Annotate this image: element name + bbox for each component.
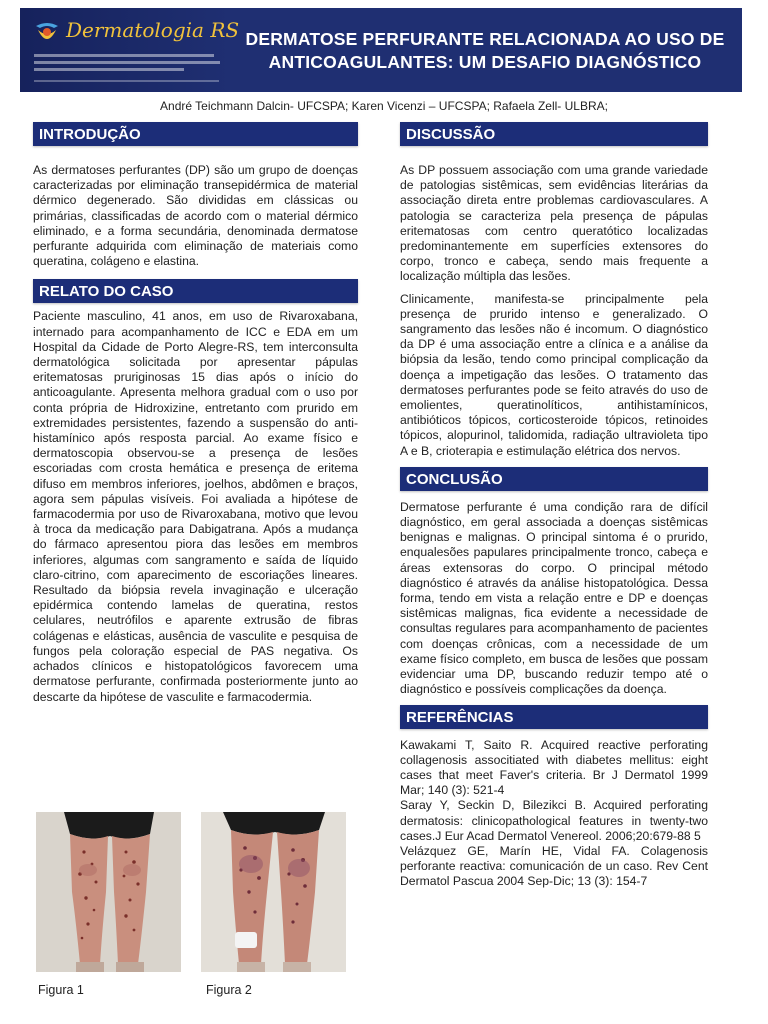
- figures-area: [33, 812, 348, 972]
- congress-logo: [20, 8, 240, 92]
- discussao-text-1: As DP possuem associação com uma grande variedade de patologias sistêmicas, sem evidências literárias da associação direta entre problemas cardiovasculares. A patologia se caracteriza pela presença de pápulas eritematosas com centro queratótico localizadas predominantemente em superfícies extensores do corpo, tronco e cabeça, sendo mais frequente a localização múltipla das lesões.: [400, 163, 708, 284]
- legs-photo-2: [201, 812, 346, 972]
- discussao-text-2: Clinicamente, manifesta-se principalmente pela presença de prurido intenso e generalizado. O sangramento das lesões não é incomum. O diagnóstico da DP é uma associação entre a clínica e a análise da biópsia da lesão, tendo como principal complicação da doença a impetigação das lesões. O tratamento das dermatoses perfurantes pode se feito através do uso de emolientes, queratinolíticos, antihistamínicos, antibióticos tópicos, corticosteroide tópicos, retinoides tópicos, alopurinol, talidomida, radiação ultravioleta tipo A e B, crioterapia e estimulação elétrica dos nervos.: [400, 291, 708, 458]
- reference-item: Saray Y, Seckin D, Bilezikci B. Acquired perforating dermatosis: clinicopathological features in twenty-two cases.J Eur Acad Dermatol Venereol. 2006;20:679-88 5: [400, 798, 708, 843]
- introducao-text: As dermatoses perfurantes (DP) são um grupo de doenças caracterizadas por eliminação transepidérmica de material dérmico degenerado. São divididas em clássicas ou primárias, classificadas de acordo com o material dérmico eliminado, e a forma secundária, denominada dermatose perfurante adquirida com eliminação de materiais como queratina, colágeno e elastina.: [33, 163, 358, 269]
- logo-subtitle-line: [34, 68, 184, 71]
- figure-2-image: [201, 812, 346, 972]
- logo-text: Dermatologia RS: [66, 18, 240, 42]
- logo-subtitle-line: [34, 54, 214, 57]
- figure-2-caption: Figura 2: [206, 983, 252, 997]
- section-heading-discussao: DISCUSSÃO: [400, 122, 708, 146]
- figure-1-caption: Figura 1: [38, 983, 84, 997]
- reference-item: Velázquez GE, Marín HE, Vidal FA. Colagenosis perforante reactiva: comunicación de un caso. Rev Cent Dermatol Pascua 2004 Sep-Dic; 13 (3): 154-7: [400, 843, 708, 889]
- congress-logo-icon: [32, 18, 62, 48]
- title-line-2: ANTICOAGULANTES: UM DESAFIO DIAGNÓSTICO: [268, 52, 702, 72]
- section-heading-relato: RELATO DO CASO: [33, 279, 358, 303]
- section-heading-conclusao: CONCLUSÃO: [400, 467, 708, 491]
- poster-title: [232, 28, 738, 74]
- references-list: [400, 738, 708, 890]
- title-line-1: DERMATOSE PERFURANTE RELACIONADA AO USO DE: [245, 29, 725, 49]
- section-heading-introducao: INTRODUÇÃO: [33, 122, 358, 146]
- logo-date-line: [34, 80, 219, 82]
- conclusao-text: Dermatose perfurante é uma condição rara de difícil diagnóstico, em geral associada a doenças sistêmicas benignas e malignas. O principal sintoma é o prurido, enqualesões papulares principalmente tronco, cabeça e áreas extensoras do corpo. O principal método diagnóstico é através da análise histopatológica. Dessa forma, tendo em vista a relação entre e DP e doenças sistêmicas malignas, fica evidente a necessidade de consultas regulares para acompanhamento de pacientes com doenças crônicas, com a necessidade de um exame físico completo, em busca de lesões que possam evidenciar uma DP, buscando reduzir tempo até o diagnóstico e possíveis complicações da doença.: [400, 499, 708, 697]
- left-column: [33, 122, 358, 705]
- legs-photo-1: [36, 812, 181, 972]
- figure-1-image: [36, 812, 181, 972]
- relato-text: Paciente masculino, 41 anos, em uso de Rivaroxabana, internado para acompanhamento de ICC e EDA em um Hospital da Cidade de Porto Alegre-RS, tem interconsulta dermatológica solicitada por apresentar pápulas eritematosas pruriginosas 15 dias após o início do anticoagulante. Apresenta melhora gradual com o uso por conta própria de Hidroxizine, entretanto com prurido em extremidades persistentes, fazendo a suspensão do anti-histamínico após resposta parcial. Ao exame físico e dermatoscopia observou-se a presença de lesões escoriadas com crosta hemática e presença de eritema difuso em membros inferiores, joelhos, abdômen e braços, agora sem pápulas visíveis. Foi avaliada a hipótese de farmacodermia por uso de Rivaroxabana, motivo que levou à troca da medicação para Dabigatrana. Após a mudança do fármaco apresentou piora das lesões em membros inferiores, algumas com sangramento e saída de líquido claro-citrino, com aparecimento de escoriações lineares. Resultado da biópsia revela invaginação e ulceração epidérmica contendo lamelas de queratina, restos celulares, neutrófilos e aparente extrusão de fibras colágenas e elásticas, ausência de vasculite e pesquisa de fungos pela coloração especial de PAS negativa. Os achados clínicos e histopatológicos favorecem uma dermatose perfurante, confirmada posteriormente junto ao descarte da hipótese de vasculite e farmacodermia.: [33, 309, 358, 704]
- authors-line: André Teichmann Dalcin- UFCSPA; Karen Vicenzi – UFCSPA; Rafaela Zell- ULBRA;: [160, 99, 608, 113]
- reference-item: Kawakami T, Saito R. Acquired reactive perforating collagenosis associtiated with diabetes mellitus: eight cases that meet Faver's criteria. Br J Dermatol 1999 Mar; 140 (3): 521-4: [400, 737, 708, 798]
- right-column: [400, 122, 708, 890]
- poster-header: [20, 8, 742, 92]
- logo-subtitle-line: [34, 61, 220, 64]
- section-heading-referencias: REFERÊNCIAS: [400, 705, 708, 729]
